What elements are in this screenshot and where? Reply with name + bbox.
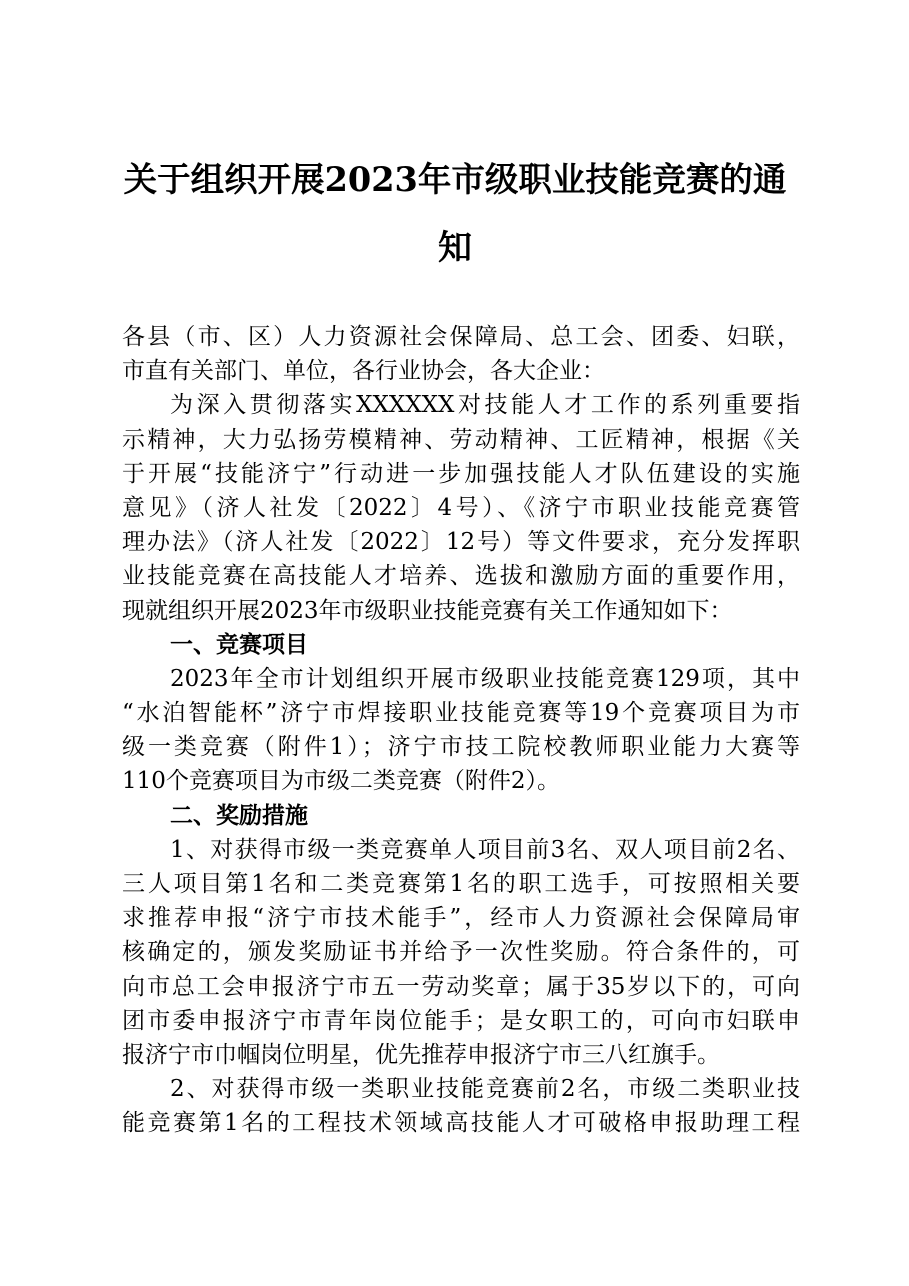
salutation-line: 市直有关部门、单位，各行业协会，各大企业：: [122, 358, 605, 385]
section-heading: 二、奖励措施: [170, 801, 308, 829]
paragraph-line: 意见》（济人社发〔2022〕4号）、《济宁市职业技能竞赛管: [122, 494, 800, 521]
paragraph-line: 向市总工会申报济宁市五一劳动奖章；属于35岁以下的，可向: [122, 973, 800, 1000]
document-title-line-1: 关于组织开展2023年市级职业技能竞赛的通: [123, 160, 787, 199]
paragraph-line: 能竞赛第1名的工程技术领域高技能人才可破格申报助理工程: [122, 1110, 800, 1137]
paragraph-line: 三人项目第1名和二类竞赛第1名的职工选手，可按照相关要: [122, 871, 800, 897]
paragraph-line: “水泊智能杯”济宁市焊接职业技能竞赛等19个竞赛项目为市: [122, 700, 800, 727]
paragraph-line: 核确定的，颁发奖励证书并给予一次性奖励。符合条件的，可: [122, 939, 800, 966]
salutation-line: 各县（市、区）人力资源社会保障局、总工会、团委、妇联，: [122, 324, 800, 350]
paragraph-line: 为深入贯彻落实XXXXXX对技能人才工作的系列重要指: [170, 392, 800, 419]
paragraph-line: 2023年全市计划组织开展市级职业技能竞赛129项，其中: [170, 665, 800, 692]
paragraph-line: 业技能竞赛在高技能人才培养、选拔和激励方面的重要作用，: [122, 563, 800, 590]
paragraph-line: 于开展“技能济宁”行动进一步加强技能人才队伍建设的实施: [122, 460, 800, 487]
paragraph-line: 报济宁市巾帼岗位明星，优先推荐申报济宁市三八红旗手。: [122, 1041, 720, 1068]
paragraph-line: 110个竞赛项目为市级二类竞赛（附件2）。: [122, 768, 561, 795]
paragraph-line: 团市委申报济宁市青年岗位能手；是女职工的，可向市妇联申: [122, 1007, 800, 1034]
paragraph-line: 2、对获得市级一类职业技能竞赛前2名，市级二类职业技: [170, 1076, 800, 1103]
paragraph-line: 1、对获得市级一类竞赛单人项目前3名、双人项目前2名、: [170, 836, 800, 863]
paragraph-line: 理办法》（济人社发〔2022〕12号）等文件要求，充分发挥职: [122, 529, 800, 556]
paragraph-line: 现就组织开展2023年市级职业技能竞赛有关工作通知如下：: [122, 597, 733, 624]
document-body: [122, 320, 800, 1141]
paragraph-line: 级一类竞赛（附件1）；济宁市技工院校教师职业能力大赛等: [122, 734, 800, 761]
paragraph-line: 示精神，大力弘扬劳模精神、劳动精神、工匠精神，根据《关: [122, 426, 800, 453]
section-heading: 一、竞赛项目: [170, 630, 308, 658]
document-title-line-2: 知: [438, 228, 472, 268]
paragraph-line: 求推荐申报“济宁市技术能手”，经市人力资源社会保障局审: [122, 905, 800, 932]
